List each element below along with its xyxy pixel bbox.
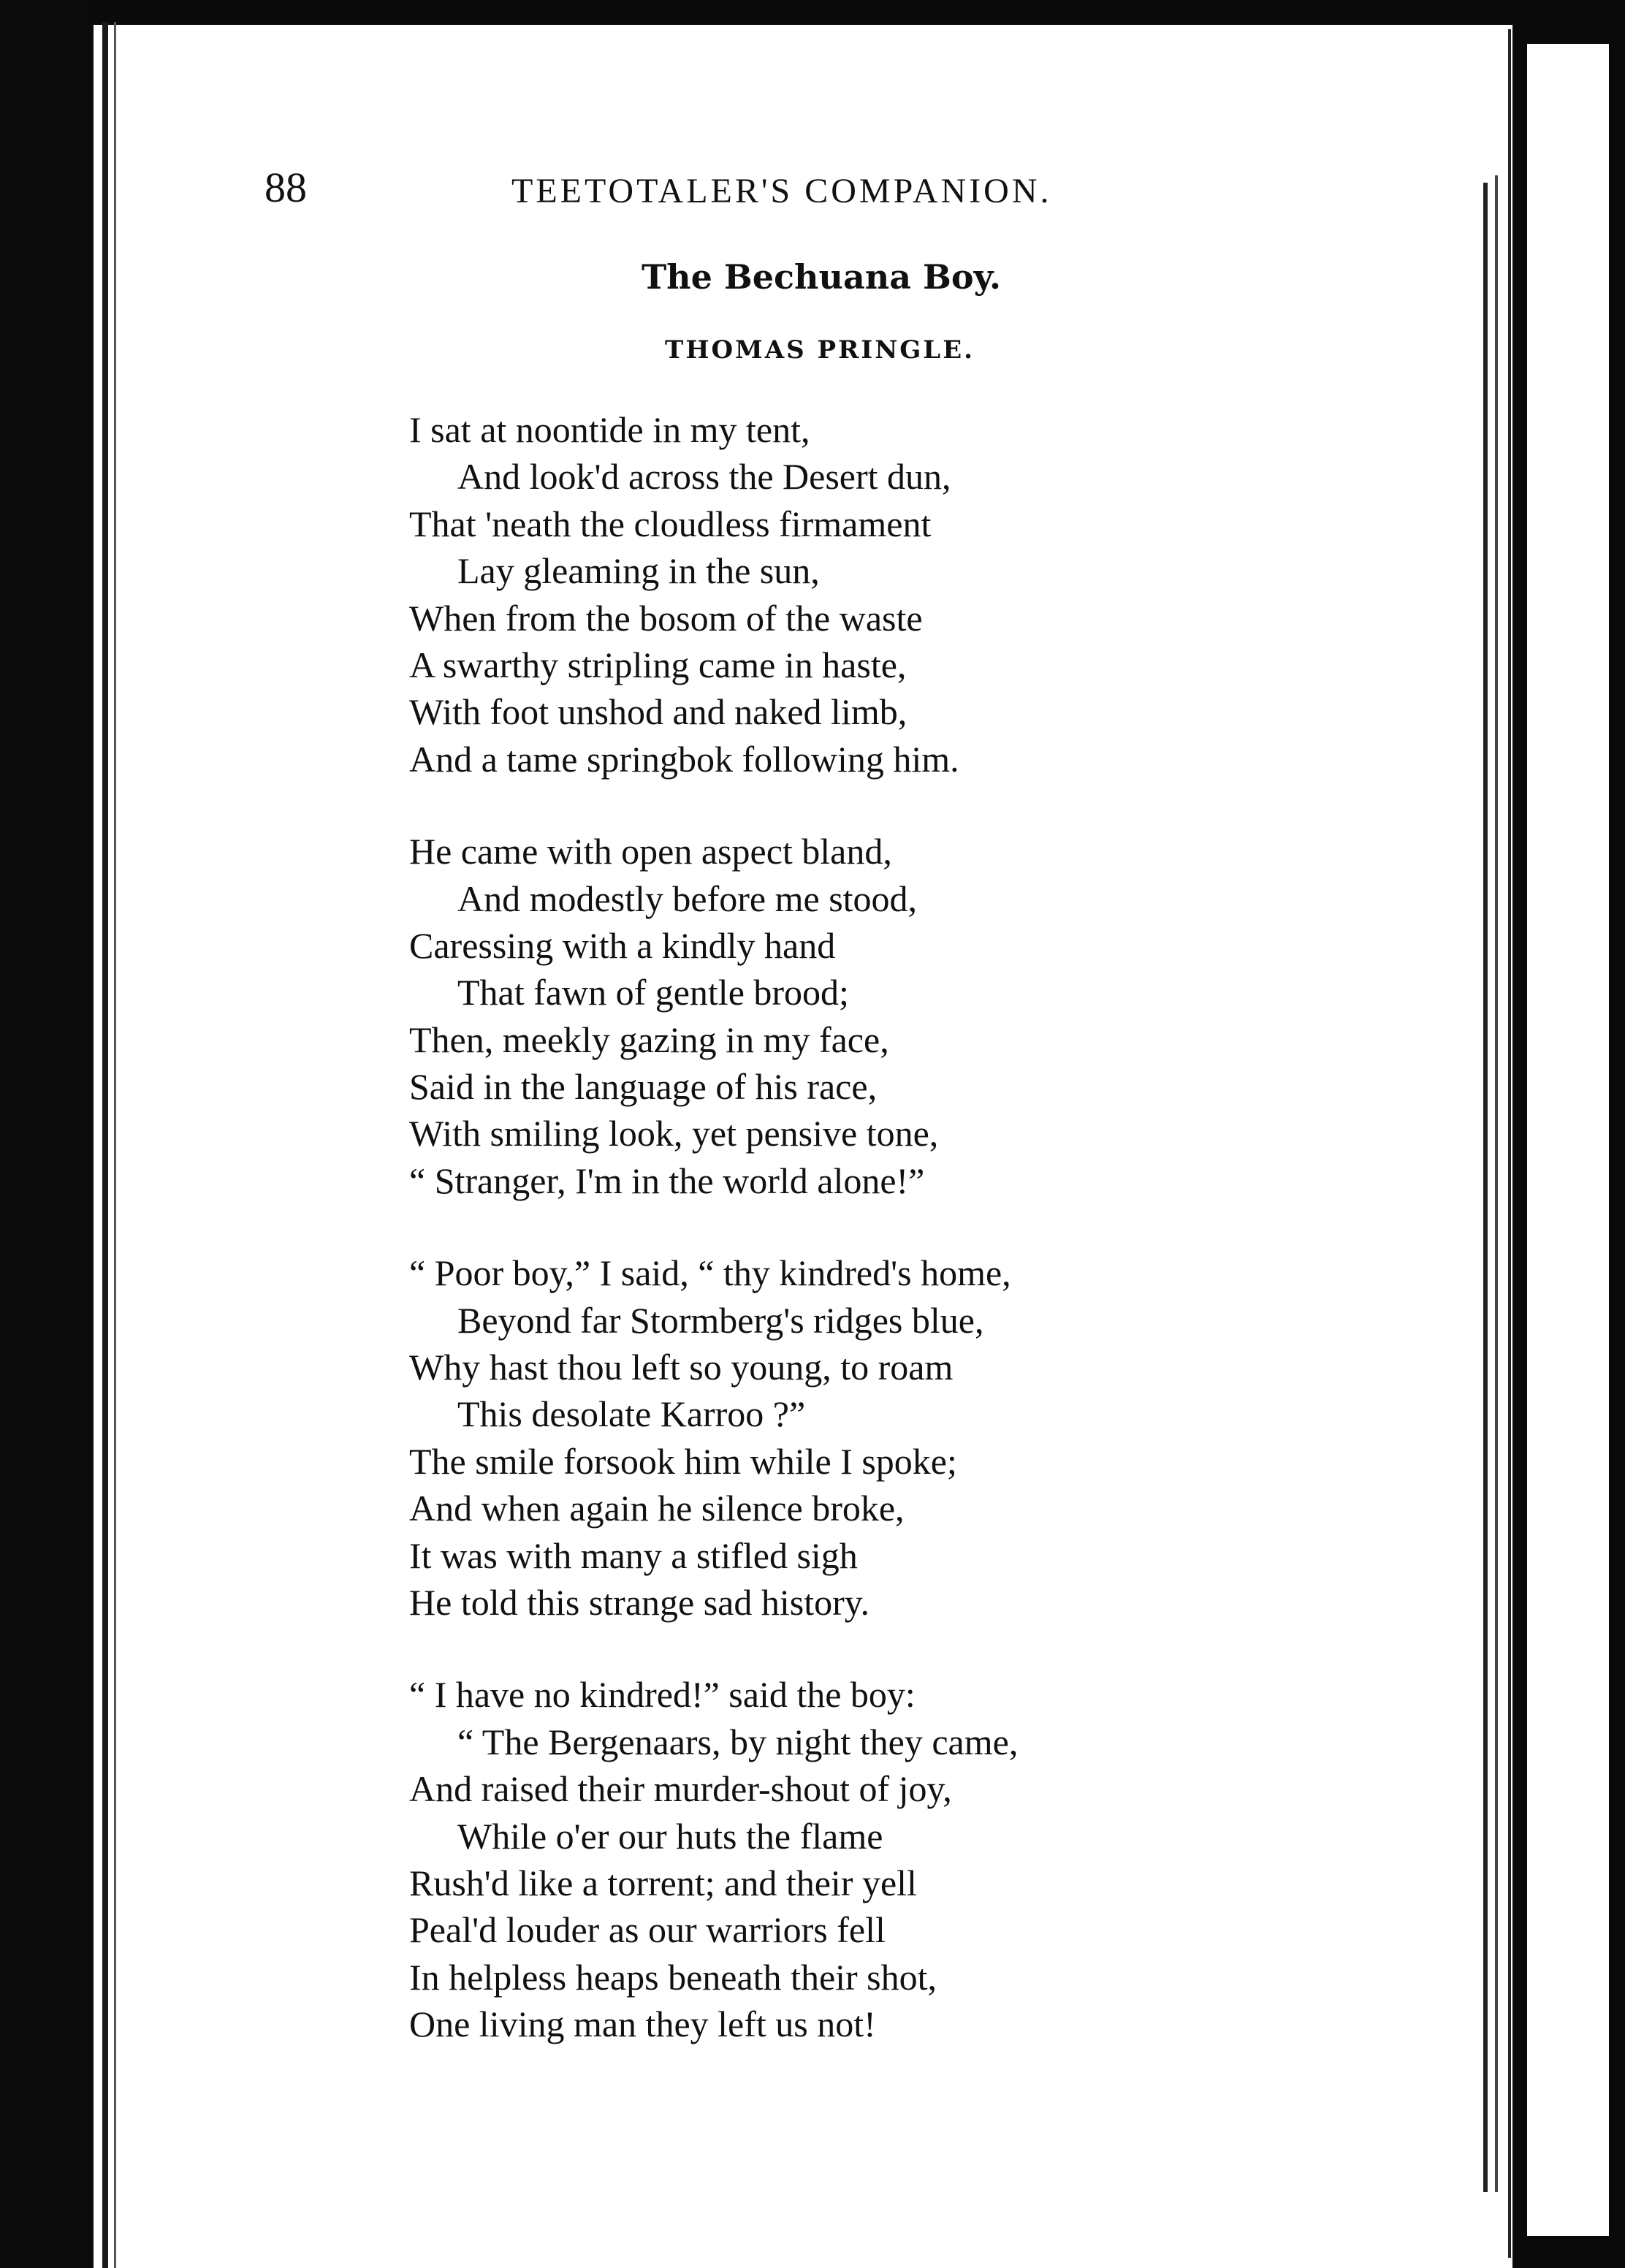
poem-line: “ The Bergenaars, by night they came, [457, 1721, 1019, 1762]
poem-line: He told this strange sad history. [409, 1581, 870, 1623]
facing-page-strip [1527, 44, 1609, 2236]
poem-line: Beyond far Stormberg's ridges blue, [457, 1299, 984, 1341]
poem-line: And look'd across the Desert dun, [457, 456, 951, 498]
poem-line: Rush'd like a torrent; and their yell [409, 1862, 917, 1903]
poem-line: With smiling look, yet pensive tone, [409, 1113, 939, 1154]
poem-line: In helpless heaps beneath their shot, [409, 1956, 937, 1998]
page-right-edge [1508, 29, 1511, 2258]
poem-line: Then, meekly gazing in my face, [409, 1019, 889, 1060]
poem-line: That 'neath the cloudless firmament [409, 503, 932, 544]
poem-line: Said in the language of his race, [409, 1066, 878, 1108]
poem-line: “ Stranger, I'm in the world alone!” [409, 1160, 925, 1201]
poem-line: “ Poor boy,” I said, “ thy kindred's home, [409, 1252, 1011, 1294]
poem-line: He came with open aspect bland, [409, 831, 892, 872]
poem-line: Peal'd louder as our warriors fell [409, 1909, 886, 1951]
poem-line: And when again he silence broke, [409, 1488, 905, 1529]
poem-line: It was with many a stifled sigh [409, 1534, 858, 1576]
poem-body [409, 406, 1505, 2093]
poem-author [0, 335, 1625, 365]
poem-title-text: The Bechuana Boy. [641, 257, 1002, 297]
page-number: 88 [265, 164, 307, 211]
poem-line: And raised their murder-shout of joy, [409, 1768, 952, 1810]
poem-line: This desolate Karroo ?” [457, 1393, 806, 1435]
running-head: TEETOTALER'S COMPANION. [511, 172, 1052, 210]
stanza [409, 406, 1505, 783]
poem-line: I sat at noontide in my tent, [409, 409, 810, 450]
poem-line: The smile forsook him while I spoke; [409, 1440, 957, 1482]
scan-top-border [0, 0, 1625, 25]
poem-line: While o'er our huts the flame [457, 1815, 883, 1857]
poem-line: Lay gleaming in the sun, [457, 550, 820, 592]
poem-line: Caressing with a kindly hand [409, 924, 836, 966]
poem-line: “ I have no kindred!” said the boy: [409, 1674, 916, 1716]
poem-line: That fawn of gentle brood; [457, 972, 849, 1013]
poem-line: When from the bosom of the waste [409, 597, 923, 639]
poem-title [0, 257, 1625, 297]
poem-line: A swarthy stripling came in haste, [409, 644, 907, 685]
poem-line: One living man they left us not! [409, 2003, 876, 2045]
poem-line: With foot unshod and naked limb, [409, 691, 907, 733]
poem-line: And modestly before me stood, [457, 878, 918, 919]
poem-line: And a tame springbok following him. [409, 738, 959, 780]
stanza [409, 1249, 1505, 1626]
stanza [409, 1671, 1505, 2047]
stanza [409, 828, 1505, 1204]
poem-author-text: THOMAS PRINGLE. [665, 335, 975, 365]
poem-line: Why hast thou left so young, to roam [409, 1347, 954, 1388]
